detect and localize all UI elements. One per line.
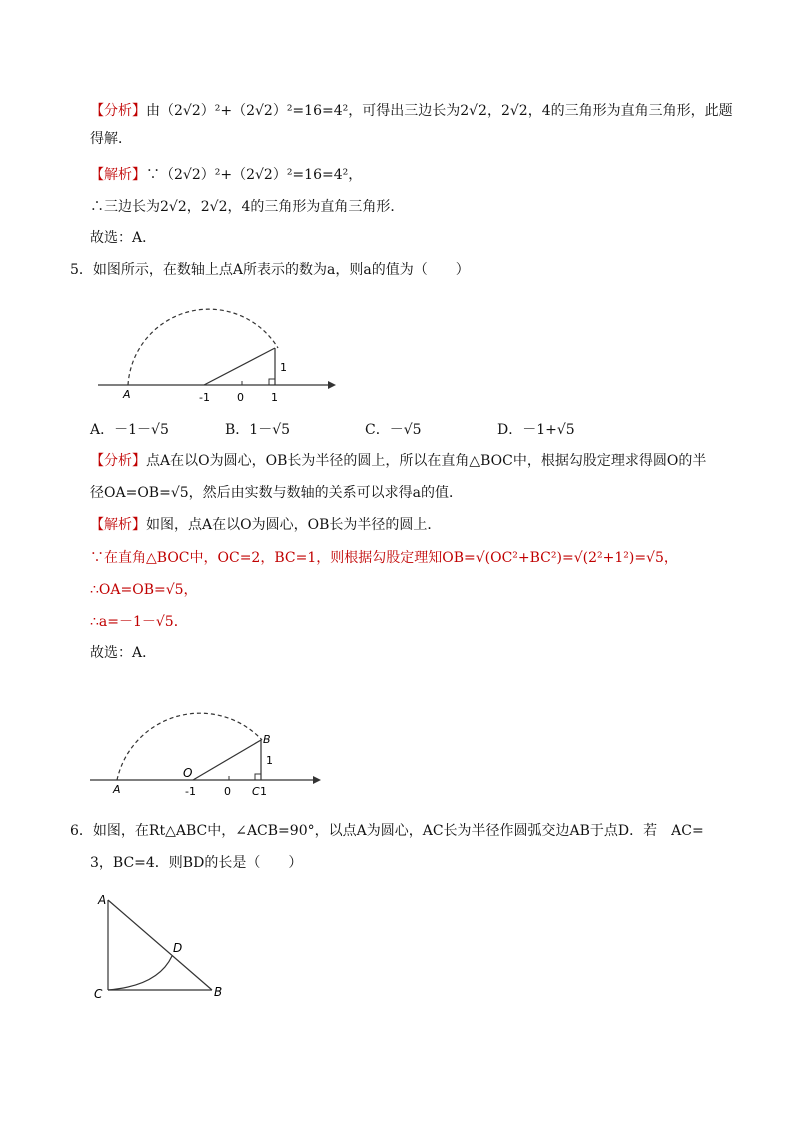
q5-analysis-line-2: 径OA=OB=√5，然后由实数与数轴的关系可以求得a的值．: [90, 485, 463, 501]
point-d-label: D: [173, 941, 183, 955]
q5-stem: 5．如图所示，在数轴上点A所表示的数为a，则a的值为（ ）: [70, 262, 470, 278]
q5-solution-text-1: 如图，点A在以O为圆心，OB长为半径的圆上．: [146, 517, 442, 533]
tick-label-neg1: -1: [199, 391, 210, 404]
q5-answer: 故选：A．: [90, 645, 157, 661]
option-c: C．－√5: [365, 422, 422, 438]
side-ab: [108, 900, 212, 990]
tick-label-0: 0: [224, 785, 231, 798]
point-a-label: A: [98, 893, 107, 907]
q5-figure-2: [85, 680, 335, 805]
point-c-label: C: [252, 785, 260, 798]
solution-tag: 【解析】: [90, 167, 146, 183]
point-a-label: A: [113, 783, 121, 796]
dashed-arc: [128, 309, 278, 385]
q5-analysis-line-1: [90, 451, 706, 471]
q4-analysis-line-2: 得解．: [90, 131, 132, 147]
option-a: A．－1－√5: [90, 422, 169, 438]
q4-analysis-text-1: 由（2√2）²+（2√2）²=16=4²，可得出三边长为2√2，2√2，4的三角形为直角三角形，此题: [146, 103, 733, 119]
solution-tag: 【解析】: [90, 517, 146, 533]
analysis-tag: 【分析】: [90, 103, 146, 119]
q6-figure: [90, 890, 240, 1005]
q6-stem-line-1: 6．如图，在Rt△ABC中，∠ACB=90°，以点A为圆心，AC长为半径作圆弧交边AB于点D．若 AC=: [70, 823, 704, 839]
analysis-tag: 【分析】: [90, 453, 146, 469]
point-b-label: B: [214, 985, 223, 999]
height-label: 1: [266, 754, 273, 767]
point-a-label: A: [123, 388, 131, 401]
axis-arrow: [328, 381, 336, 389]
q4-analysis-line-1: [90, 101, 733, 121]
q4-solution-line-2: ∴三边长为2√2，2√2，4的三角形为直角三角形．: [90, 199, 405, 215]
arc-cd: [108, 956, 172, 990]
right-angle-mark: [269, 379, 275, 385]
option-b: B．1－√5: [225, 422, 291, 438]
q4-solution-text-1: ∵（2√2）²+（2√2）²=16=4²，: [146, 167, 363, 183]
height-label: 1: [280, 361, 287, 374]
tick-label-0: 0: [237, 391, 244, 404]
q5-figure-1: [90, 285, 350, 405]
q5-solution-line-2: ∵在直角△BOC中，OC=2，BC=1，则根据勾股定理知OB=√(OC²+BC²)=√(2²+1²)=√5，: [90, 550, 678, 566]
q4-solution-line-1: [90, 165, 362, 185]
hypotenuse-ob: [204, 348, 275, 385]
tick-label-neg1: -1: [185, 785, 196, 798]
point-c-label: C: [94, 987, 103, 1001]
right-angle-mark: [255, 774, 261, 780]
q5-solution-line-3: ∴OA=OB=√5，: [90, 582, 198, 598]
tick-label-1: 1: [260, 785, 267, 798]
axis-arrow: [313, 776, 321, 784]
point-b-label: B: [263, 733, 271, 746]
q5-solution-line-1: [90, 515, 441, 535]
point-o-label: O: [183, 766, 193, 780]
q6-stem-line-2: 3，BC=4．则BD的长是（ ）: [90, 855, 303, 871]
q4-answer: 故选：A．: [90, 230, 157, 246]
q5-analysis-text-1: 点A在以O为圆心，OB长为半径的圆上，所以在直角△BOC中，根据勾股定理求得圆O的半: [146, 453, 707, 469]
tick-label-1: 1: [271, 391, 278, 404]
q5-solution-line-4: ∴a=－1－√5．: [90, 614, 188, 630]
option-d: D．－1+√5: [497, 422, 575, 438]
segment-ob: [193, 740, 261, 780]
